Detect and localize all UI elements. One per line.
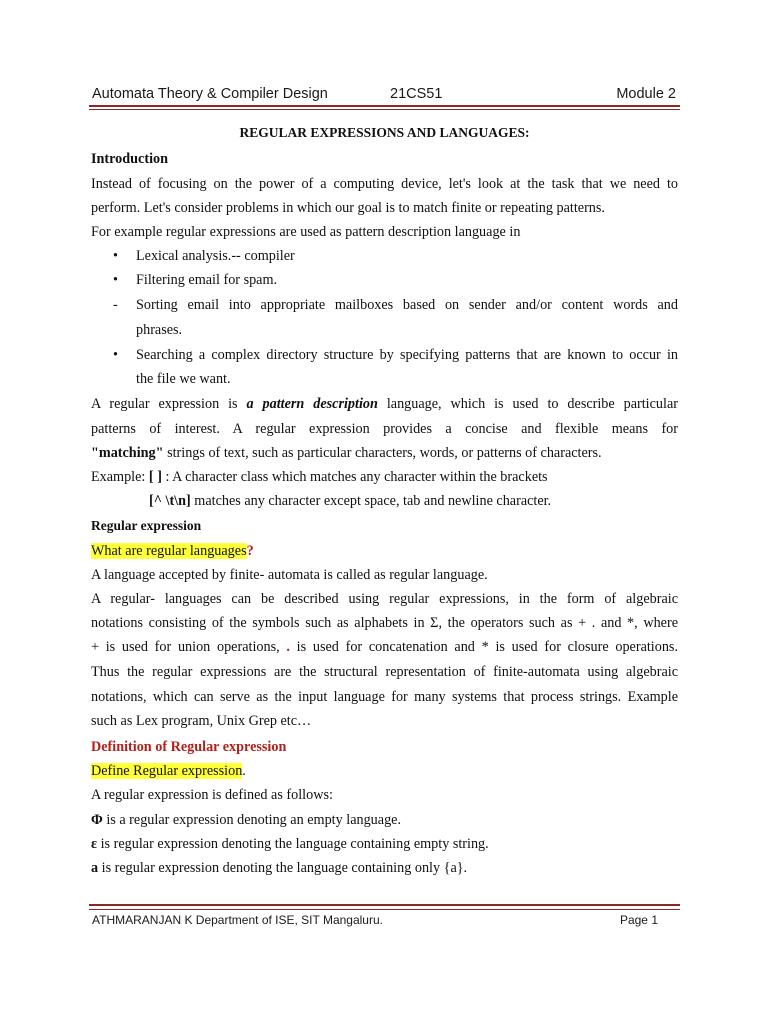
question-mark: ? — [246, 543, 254, 559]
rule-phi — [91, 811, 401, 829]
intro-line-2: perform. Let's consider problems in which our goal is to match finite or repeating patterns. — [91, 200, 605, 216]
definition-line-3 — [91, 444, 602, 462]
regex-para-5: Thus the regular expressions are the structural representation of finite-automata using algebraic — [91, 664, 678, 680]
bullet-icon: • — [113, 272, 118, 288]
code-text: [ ] — [148, 469, 162, 485]
text-run: . — [242, 763, 246, 779]
regex-heading: Regular expression — [91, 518, 202, 533]
bullet-icon: • — [113, 347, 118, 363]
intro-line-1: Instead of focusing on the power of a computing device, let's look at the task that we need to — [91, 176, 678, 192]
header-course: Automata Theory & Compiler Design — [92, 86, 328, 102]
emphasis-text: "matching" — [91, 445, 164, 461]
bullet-text: Lexical analysis.-- compiler — [136, 248, 295, 264]
definition-heading: Definition of Regular expression — [91, 739, 287, 755]
definition-intro: A regular expression is defined as follows: — [91, 787, 333, 803]
regex-para-2: A regular- languages can be described using regular expressions, in the form of algebraic — [91, 591, 678, 607]
definition-line-2: patterns of interest. A regular expression provides a concise and flexible means for — [91, 421, 678, 437]
symbol-text: a — [91, 860, 99, 876]
footer-rule-thin — [89, 909, 680, 910]
page-footer — [92, 913, 658, 931]
page-header — [92, 86, 676, 106]
bullet-icon: • — [113, 248, 118, 264]
highlighted-text: Define Regular expression — [91, 763, 243, 779]
bullet-continuation: phrases. — [136, 322, 183, 338]
text-run: is used for concatenation and * is used for closure operations. — [289, 639, 679, 655]
code-text: [^ \t\n] — [149, 493, 191, 509]
text-run: is regular expression denoting the language containing empty string. — [97, 836, 489, 852]
bullet-text: Sorting email into appropriate mailboxes based on sender and/or content words and — [136, 297, 678, 313]
emphasis-text: a pattern description — [246, 396, 378, 412]
example-line-1 — [91, 468, 548, 486]
header-rule-thin — [89, 109, 680, 110]
bullet-continuation: the file we want. — [136, 371, 231, 387]
regex-para-7: such as Lex program, Unix Grep etc… — [91, 713, 312, 729]
document-title: REGULAR EXPRESSIONS AND LANGUAGES: — [239, 125, 530, 140]
intro-line-3: For example regular expressions are used as pattern description language in — [91, 224, 521, 240]
rule-epsilon — [91, 835, 489, 853]
text-run: + is used for union operations, — [91, 639, 287, 655]
footer-author: ATHMARANJAN K Department of ISE, SIT Mangaluru. — [92, 913, 383, 927]
symbol-text: ε — [91, 836, 98, 852]
text-run: Example: — [91, 469, 149, 485]
bullet-icon: - — [113, 297, 118, 313]
text-run: is a regular expression denoting an empty language. — [102, 812, 402, 828]
header-code: 21CS51 — [390, 86, 443, 102]
page-number: Page 1 — [619, 913, 658, 927]
symbol-text: Φ — [91, 812, 103, 828]
rule-a — [91, 859, 467, 877]
text-run: is regular expression denoting the language containing only {a}. — [98, 860, 468, 876]
intro-heading: Introduction — [91, 151, 168, 167]
text-run: language, which is used to describe particular — [377, 396, 678, 412]
text-run: : A character class which matches any character within the brackets — [161, 469, 548, 485]
text-run: strings of text, such as particular characters, words, or patterns of characters. — [163, 445, 602, 461]
header-module: Module 2 — [616, 86, 676, 102]
highlighted-text: What are regular languages — [91, 543, 247, 559]
regex-para-3: notations consisting of the symbols such as alphabets in Σ, the operators such as + . and *, where — [91, 615, 678, 631]
definition-prompt — [91, 762, 246, 780]
header-rule — [89, 105, 680, 107]
definition-line-1 — [91, 395, 678, 413]
bullet-text: Searching a complex directory structure by specifying patterns that are known to occur in — [136, 347, 678, 363]
regex-question — [91, 542, 254, 560]
regex-para-1: A language accepted by finite- automata is called as regular language. — [91, 567, 488, 583]
concat-dot: . — [286, 639, 290, 655]
regex-para-4 — [91, 638, 678, 656]
example-line-2 — [149, 492, 551, 510]
bullet-text: Filtering email for spam. — [136, 272, 278, 288]
footer-rule — [89, 904, 680, 906]
regex-para-6: notations, which can serve as the input language for many systems that process strings. Example — [91, 689, 678, 705]
text-run: A regular expression is — [91, 396, 247, 412]
text-run: matches any character except space, tab and newline character. — [190, 493, 552, 509]
